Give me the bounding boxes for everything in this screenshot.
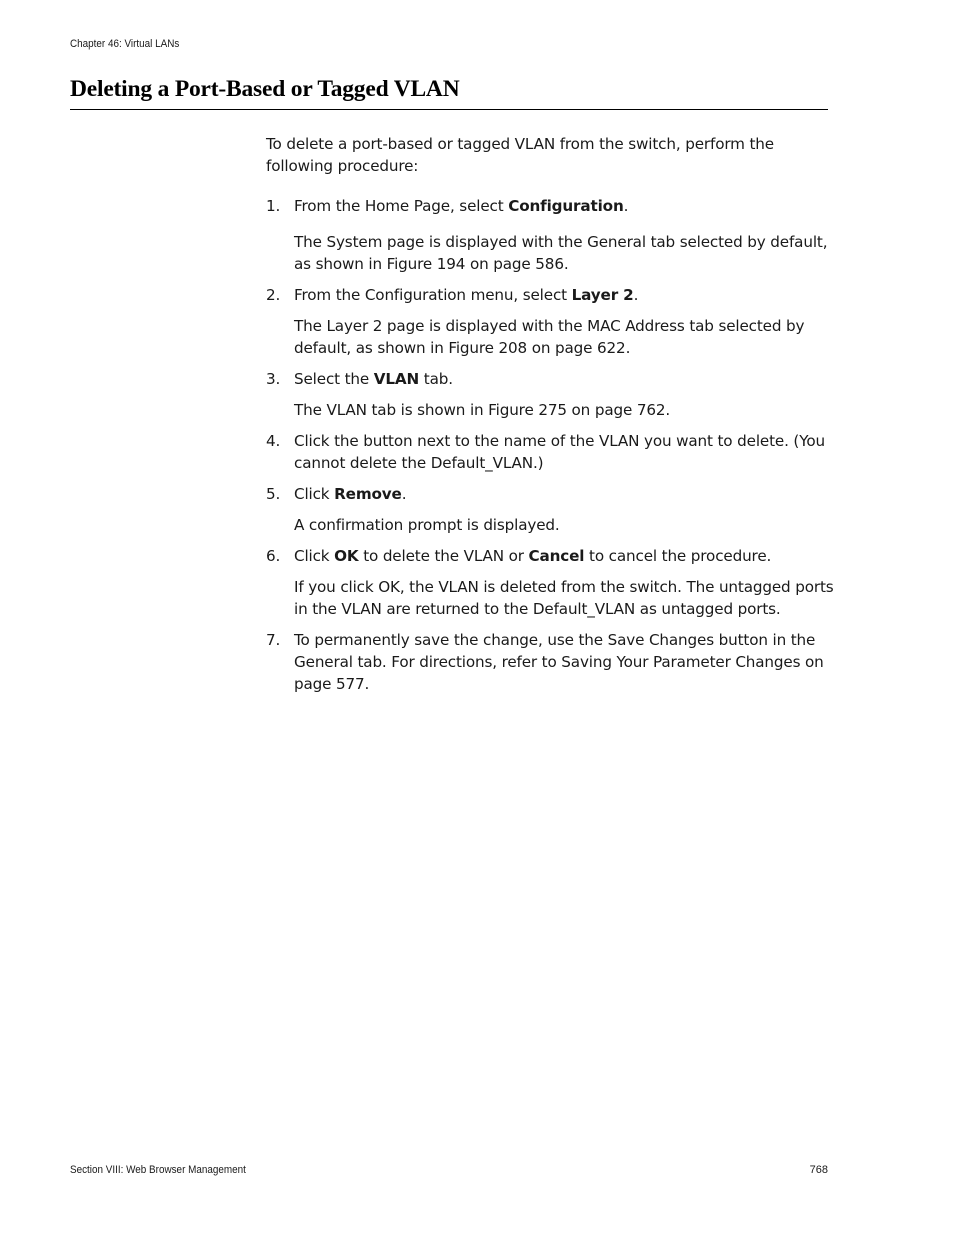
step-note: The Layer 2 page is displayed with the MAC Address tab selected by default, as shown in Figure 208 on page 622. — [294, 317, 805, 357]
section-title: Deleting a Port-Based or Tagged VLAN — [70, 76, 460, 102]
step-note: The System page is displayed with the General tab selected by default, as shown in Figure 194 on page 586. — [294, 233, 828, 273]
ui-term: Configuration — [508, 197, 624, 215]
step-note: The VLAN tab is shown in Figure 275 on page 762. — [294, 401, 671, 419]
intro-paragraph: To delete a port-based or tagged VLAN from the switch, perform the following procedure: — [266, 135, 774, 175]
step-instruction: Click the button next to the name of the VLAN you want to delete. (You cannot delete the Default_VLAN.) — [294, 432, 825, 472]
step-7 — [266, 629, 836, 695]
step-instruction: Select the VLAN tab. — [294, 370, 453, 388]
step-number: 4. — [266, 432, 281, 450]
step-5 — [266, 483, 836, 536]
step-instruction: Click Remove. — [294, 485, 407, 503]
ui-term: Remove — [334, 485, 402, 503]
ui-term: OK — [334, 547, 359, 565]
ui-term: VLAN — [373, 370, 420, 388]
step-note: A confirmation prompt is displayed. — [294, 516, 560, 534]
ui-term: Cancel — [528, 547, 585, 565]
step-number: 2. — [266, 286, 281, 304]
step-instruction: From the Home Page, select Configuration. — [294, 197, 629, 215]
step-number: 1. — [266, 197, 281, 215]
step-number: 7. — [266, 631, 281, 649]
step-number: 5. — [266, 485, 281, 503]
step-number: 3. — [266, 370, 281, 388]
procedure-steps — [266, 195, 836, 704]
step-4 — [266, 430, 836, 474]
running-header: Chapter 46: Virtual LANs — [70, 38, 180, 50]
step-instruction: To permanently save the change, use the Save Changes button in the General tab. For directions, refer to Saving Your Parameter Changes on page 577. — [294, 631, 824, 693]
step-instruction: From the Configuration menu, select Layer 2. — [294, 286, 639, 304]
page-number: 768 — [809, 1164, 828, 1176]
title-rule — [70, 109, 828, 110]
running-footer-section: Section VIII: Web Browser Management — [70, 1164, 246, 1176]
step-2 — [266, 284, 836, 359]
step-note: If you click OK, the VLAN is deleted from the switch. The untagged ports in the VLAN are returned to the Default_VLAN as untagged ports. — [294, 578, 834, 618]
step-6 — [266, 545, 836, 620]
step-1 — [266, 195, 836, 275]
step-instruction: Click OK to delete the VLAN or Cancel to cancel the procedure. — [294, 547, 772, 565]
step-3 — [266, 368, 836, 421]
step-number: 6. — [266, 547, 281, 565]
ui-term: Layer 2 — [571, 286, 634, 304]
